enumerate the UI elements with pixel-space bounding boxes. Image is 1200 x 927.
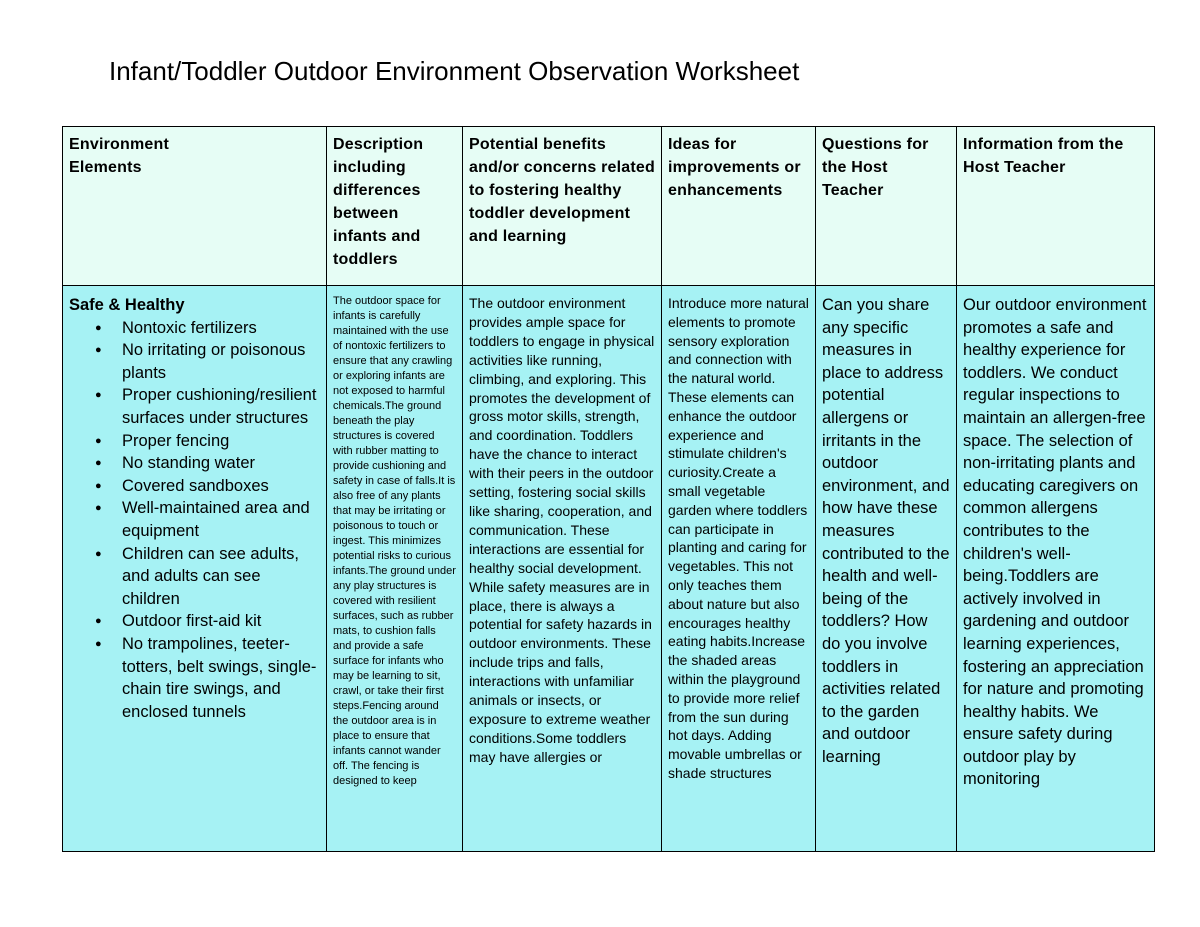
elements-list — [69, 317, 320, 724]
list-item: ● Nontoxic fertilizers — [122, 317, 320, 340]
header-description: Description including differences between infants and toddlers — [327, 127, 463, 286]
benefits-text: The outdoor environment provides ample space for toddlers to engage in physical activities like running, climbing, and exploring. This promotes the development of gross motor skills, strength, and coordination. Toddlers have the chance to interact with their peers in the outdoor setting, fostering social skills like sharing, cooperation, and communication. These interactions are essential for healthy social development. While safety measures are in place, there is always a potential for safety hazards in outdoor environments. These include trips and falls, interactions with unfamiliar animals or insects, or exposure to extreme weather conditions.Some toddlers may have allergies or — [469, 295, 655, 765]
cell-questions — [816, 286, 957, 852]
ideas-text: Introduce more natural elements to promote sensory exploration and connection with the natural world. These elements can enhance the outdoor experience and stimulate children's curiosity.Create a small vegetable garden where toddlers can participate in planting and caring for vegetables. This not only teaches them about nature but also encourages healthy eating habits.Increase the shaded areas within the playground to provide more relief from the sun during hot days. Adding movable umbrellas or shade structures — [668, 295, 809, 781]
observation-table — [62, 126, 1155, 852]
header-benefits: Potential benefits and/or concerns related to fostering healthy toddler development and learning — [463, 127, 662, 286]
list-item: ● No irritating or poisonous plants — [122, 339, 320, 384]
cell-info — [957, 286, 1155, 852]
list-item: ● Well-maintained area and equipment — [122, 497, 320, 542]
cell-ideas — [662, 286, 816, 852]
header-info: Information from the Host Teacher — [957, 127, 1155, 286]
table-row — [63, 286, 1155, 852]
cell-benefits — [463, 286, 662, 852]
header-environment-elements-line2: Elements — [69, 159, 142, 176]
cell-environment-elements — [63, 286, 327, 852]
section-title: Safe & Healthy — [69, 296, 185, 314]
list-item: ● Proper cushioning/resilient surfaces under structures — [122, 384, 320, 429]
list-item: ● No trampolines, teeter-totters, belt swings, single-chain tire swings, and enclosed tunnels — [122, 633, 320, 723]
info-text: Our outdoor environment promotes a safe and healthy experience for toddlers. We conduct regular inspections to maintain an allergen-free space. The selection of non-irritating plants and educating caregivers on common allergens contributes to the children's well-being.Toddlers are actively involved in gardening and outdoor learning experiences, fostering an appreciation for nature and promoting healthy habits. We ensure safety during outdoor play by monitoring — [963, 296, 1147, 789]
list-item: ● Covered sandboxes — [122, 475, 320, 498]
cell-description — [327, 286, 463, 852]
list-item: ● No standing water — [122, 452, 320, 475]
header-environment-elements-line1: Environment — [69, 136, 169, 153]
questions-text: Can you share any specific measures in place to address potential allergens or irritants in the outdoor environment, and how have these measures contributed to the health and well-being of the toddlers? How do you involve toddlers in activities related to the garden and outdoor learning — [822, 296, 950, 766]
description-text: The outdoor space for infants is carefully maintained with the use of nontoxic fertilizers to ensure that any crawling or exploring infants are not exposed to harmful chemicals.The ground beneath the play structures is covered with rubber matting to provide cushioning and safety in case of falls.It is also free of any plants that may be irritating or poisonous to touch or ingest. This minimizes potential risks to curious infants.The ground under any play structures is covered with resilient surfaces, such as rubber mats, to cushion falls and provide a safe surface for infants who may be learning to sit, crawl, or take their first steps.Fencing around the outdoor area is in place to ensure that infants cannot wander off. The fencing is designed to keep — [333, 295, 456, 787]
list-item: ● Children can see adults, and adults can see children — [122, 543, 320, 611]
header-ideas: Ideas for improvements or enhancements — [662, 127, 816, 286]
header-questions: Questions for the Host Teacher — [816, 127, 957, 286]
header-environment-elements — [63, 127, 327, 286]
list-item: ● Proper fencing — [122, 430, 320, 453]
page-title: Infant/Toddler Outdoor Environment Observation Worksheet — [109, 56, 800, 86]
table-header-row — [63, 127, 1155, 286]
list-item: ● Outdoor first-aid kit — [122, 610, 320, 633]
